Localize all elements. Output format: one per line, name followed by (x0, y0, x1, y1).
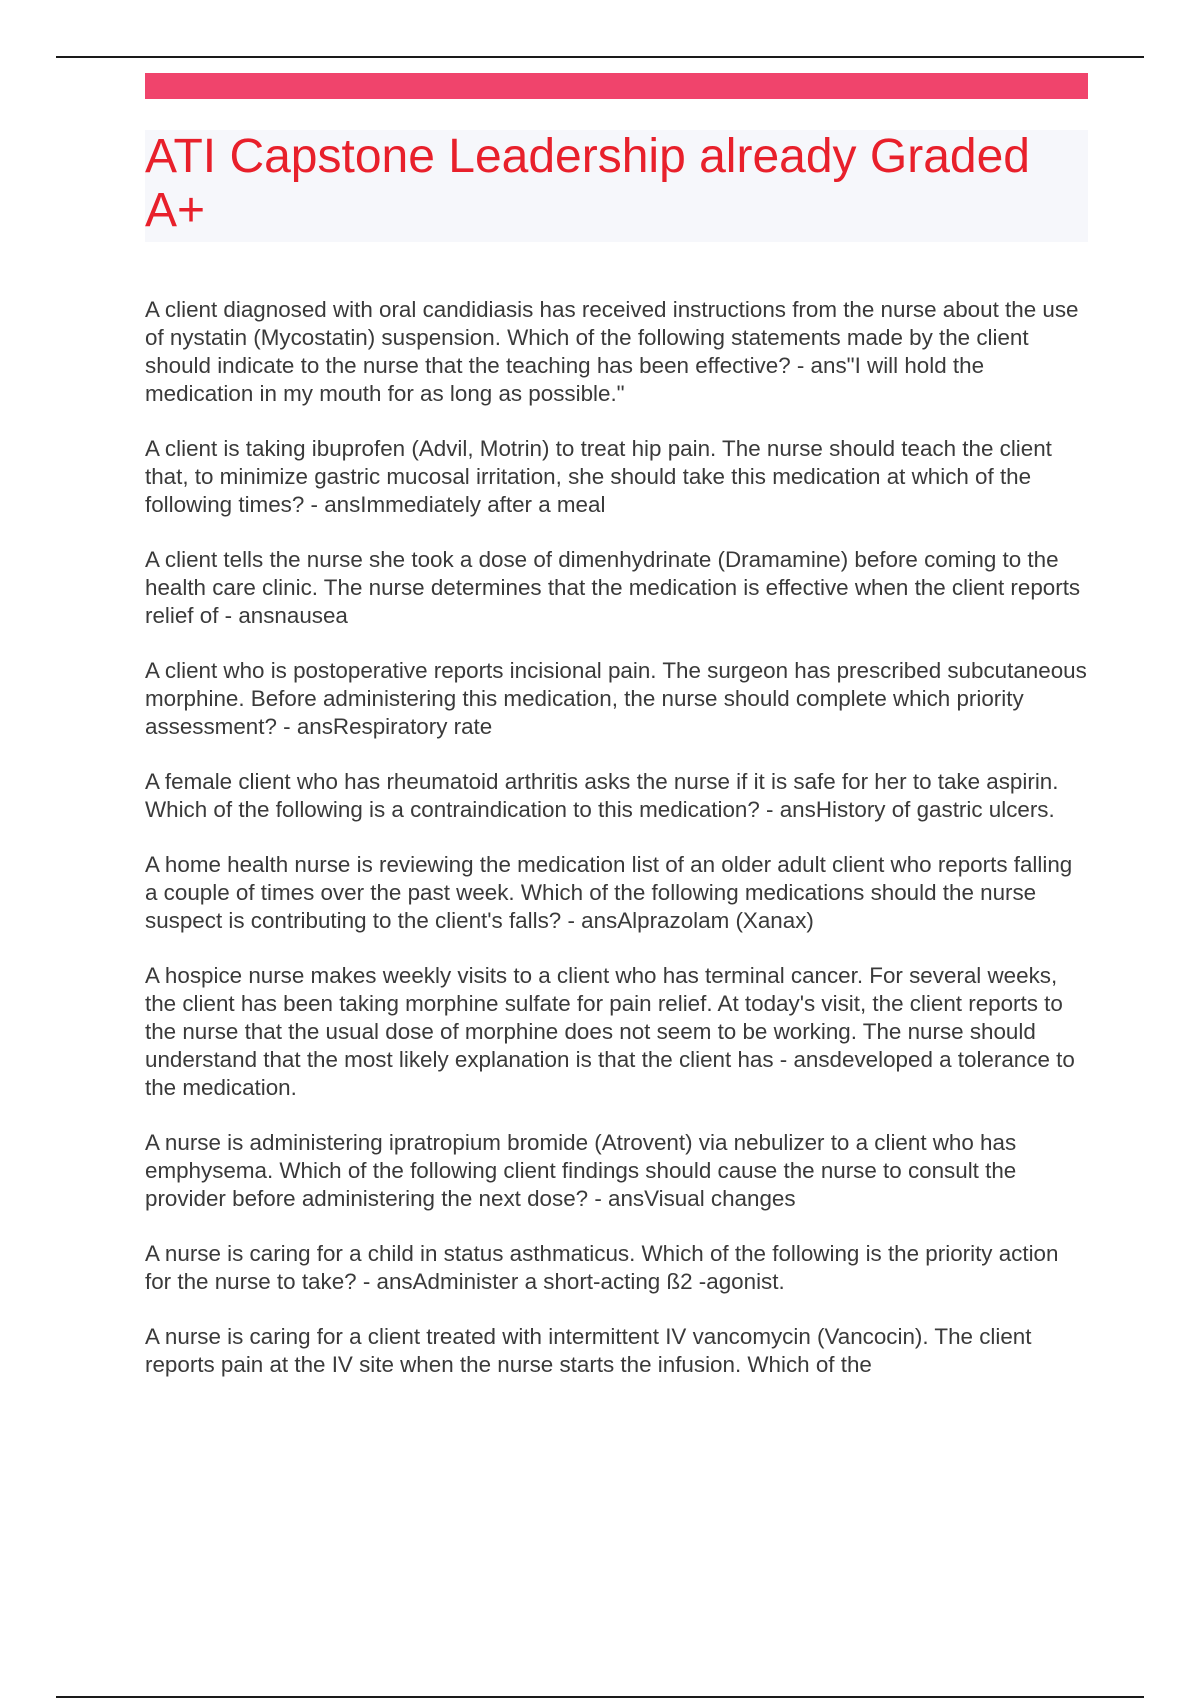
qa-paragraph: A nurse is administering ipratropium bromide (Atrovent) via nebulizer to a client who has emphysema. Which of the following client findings should cause the nurse to consult the provider before administering the next dose? - ansVisual changes (145, 1130, 1017, 1211)
document-body (145, 296, 1090, 1406)
header-accent-bar (145, 73, 1088, 99)
qa-paragraph: A home health nurse is reviewing the medication list of an older adult client who reports falling a couple of times over the past week. Which of the following medications should the nurse suspect is contributing to the client's falls? - ansAlprazolam (Xanax) (145, 852, 1073, 933)
qa-paragraph: A nurse is caring for a client treated with intermittent IV vancomycin (Vancocin). The client reports pain at the IV site when the nurse starts the infusion. Which of the (145, 1324, 1032, 1377)
qa-paragraph: A female client who has rheumatoid arthritis asks the nurse if it is safe for her to take aspirin. Which of the following is a contraindication to this medication? - ansHistory of gastric ulcers. (145, 769, 1059, 822)
title-box (145, 130, 1088, 242)
bottom-rule (56, 1696, 1144, 1698)
qa-paragraph: A client diagnosed with oral candidiasis has received instructions from the nurse about the use of nystatin (Mycostatin) suspension. Which of the following statements made by the client should indicate to the nurse that the teaching has been effective? - ans"I will hold the medication in my mouth for as long as possible." (145, 297, 1079, 406)
qa-paragraph: A hospice nurse makes weekly visits to a client who has terminal cancer. For several weeks, the client has been taking morphine sulfate for pain relief. At today's visit, the client reports to the nurse that the usual dose of morphine does not seem to be working. The nurse should understand that the most likely explanation is that the client has - ansdeveloped a tolerance to the medication. (145, 963, 1075, 1100)
qa-paragraph: A client who is postoperative reports incisional pain. The surgeon has prescribed subcutaneous morphine. Before administering this medication, the nurse should complete which priority assessment? - ansRespiratory rate (145, 658, 1087, 739)
qa-paragraph: A nurse is caring for a child in status asthmaticus. Which of the following is the priority action for the nurse to take? - ansAdminister a short-acting ß2 -agonist. (145, 1241, 1059, 1294)
top-rule (56, 56, 1144, 58)
document-title: ATI Capstone Leadership already Graded A+ (145, 130, 1030, 237)
qa-paragraph: A client tells the nurse she took a dose of dimenhydrinate (Dramamine) before coming to the health care clinic. The nurse determines that the medication is effective when the client reports relief of - ansnausea (145, 547, 1081, 628)
qa-paragraph: A client is taking ibuprofen (Advil, Motrin) to treat hip pain. The nurse should teach the client that, to minimize gastric mucosal irritation, she should take this medication at which of the following times? - ansImmediately after a meal (145, 436, 1052, 517)
